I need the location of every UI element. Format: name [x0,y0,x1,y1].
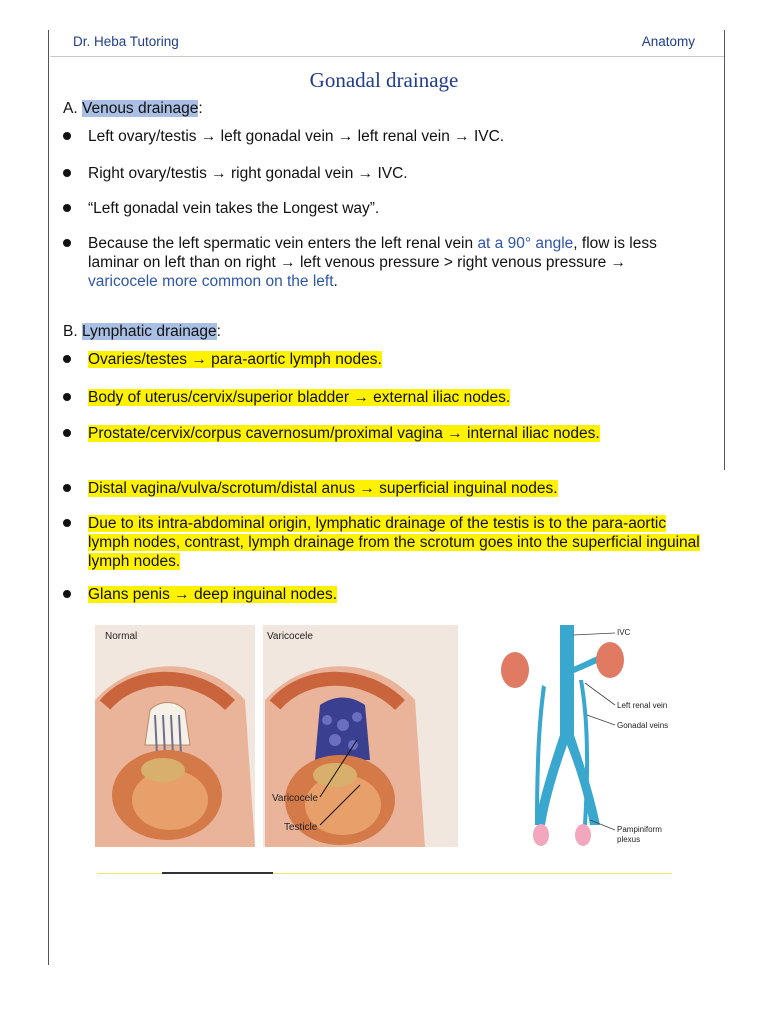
venous-item-text: “Left gonadal vein takes the Longest way”. [88,200,380,217]
header-author: Dr. Heba Tutoring [73,34,179,49]
right-kidney [501,652,529,688]
bullet-dot [63,239,71,247]
page-title: Gonadal drainage [309,68,459,92]
section-b-heading [63,323,221,341]
highlighted-text: Prostate/cervix/corpus cavernosum/proximal vagina → internal iliac nodes. [88,425,600,442]
venous-item-text: Right ovary/testis → right gonadal vein → IVC. [88,165,408,182]
text-run: Because the left spermatic vein enters the left renal vein [88,235,478,252]
anatomy-illustration [95,625,675,847]
bullet-dot [63,590,71,598]
lymphatic-item-text [88,350,700,369]
left-renal-vein-label: Left renal vein [617,701,668,710]
plexus-label: plexus [617,835,641,844]
varicocele-highlight: varicocele more common on the left [88,273,334,290]
section-a-label: Venous drainage [81,100,199,117]
header-subject: Anatomy [641,34,695,49]
bullet-dot [63,204,71,212]
lymphatic-item-text [88,479,700,498]
section-b-label: Lymphatic drainage [81,323,217,340]
lymphatic-item-text [88,424,700,443]
varicocele-label: Varicocele [272,793,318,804]
footer-underline [162,872,273,874]
section-b-prefix: B. [63,323,78,340]
page-left-rule [48,30,49,965]
highlighted-text: Distal vagina/vulva/scrotum/distal anus → superficial inguinal nodes. [88,480,558,497]
left-kidney [596,642,624,678]
varicocele-panel [263,625,458,847]
highlighted-text: Due to its intra-abdominal origin, lymphatic drainage of the testis is to the para-aortic lymph nodes, contrast, lymph drainage from the scrotum goes into the superficial inguinal lymph nodes. [88,515,700,570]
section-b-suffix: : [216,323,221,340]
right-testis [533,824,549,846]
testicle-label: Testicle [284,822,318,833]
bullet-dot [63,484,71,492]
normal-caption: Normal [105,631,138,642]
lymphatic-item-text [88,514,700,571]
highlighted-text: Glans penis → deep inguinal nodes. [88,586,338,603]
ivc-label: IVC [617,628,631,637]
anatomy-figure [95,625,675,847]
highlighted-text: Ovaries/testes → para-aortic lymph nodes. [88,351,382,368]
bullet-dot [63,429,71,437]
page-right-rule [724,30,725,470]
bullet-dot [63,519,71,527]
venous-item-text [88,234,700,291]
header-divider [50,56,724,57]
angle-highlight: at a 90° angle [477,235,574,252]
text-run: . [333,273,338,290]
page-header [73,34,695,54]
section-a-prefix: A. [63,100,78,117]
pampiniform-label: Pampiniform [617,825,662,834]
varicocele-caption: Varicocele [267,631,313,642]
venous-item-text: Left ovary/testis → left gonadal vein → left renal vein → IVC. [88,128,505,145]
bullet-dot [63,169,71,177]
normal-panel [95,625,255,847]
bullet-dot [63,393,71,401]
text-run: , flow is less laminar on left than on right → left venous pressure > right venous pressure → [88,235,657,271]
left-testis [575,824,591,846]
bullet-dot [63,355,71,363]
highlighted-text: Body of uterus/cervix/superior bladder → external iliac nodes. [88,389,511,406]
gonadal-veins-label: Gonadal veins [617,721,669,730]
bullet-dot [63,132,71,140]
section-a-heading [63,100,203,118]
lymphatic-item-text [88,388,700,407]
vein-diagram-panel [535,625,602,825]
lymphatic-item-text [88,585,700,604]
section-a-suffix: : [198,100,203,117]
